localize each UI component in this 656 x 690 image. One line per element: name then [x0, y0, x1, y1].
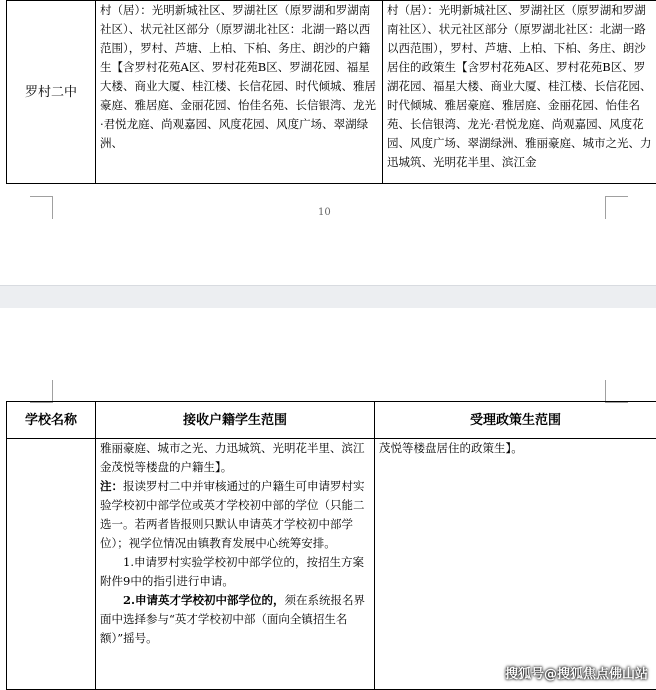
page-number: 10	[318, 207, 331, 218]
enrollment-table-continued	[6, 0, 656, 184]
table-header-row	[7, 402, 656, 439]
note-label: 注：	[100, 479, 123, 493]
item-1: 1.申请罗村实验学校初中部学位的，按招生方案附件9中的指引进行申请。	[100, 553, 370, 591]
margin-mark-bottom-right	[605, 196, 628, 219]
policy-range-cell	[383, 1, 656, 184]
margin-mark-bottom-left	[30, 196, 53, 219]
item-2-text: 须在系统报名界面中选择参与“英才学校初中部（面向全镇招生名额）”摇号。	[100, 593, 365, 645]
header-household-range: 接收户籍学生范围	[96, 402, 375, 439]
margin-mark-top-right	[605, 380, 628, 403]
note-text: 报读罗村二中并审核通过的户籍生可申请罗村实验学校初中部学位或英才学校初中部的学位（只能二选一。若两者皆报则只默认申请英才学校初中部学位）；视学位情况由镇教育发展中心统筹安排。	[100, 479, 365, 550]
table-row	[7, 1, 656, 184]
household-range-cell	[96, 1, 383, 184]
header-policy-range: 受理政策生范围	[375, 402, 656, 439]
item-2	[100, 591, 370, 648]
range-intro: 雅丽豪庭、城市之光、力迅城筑、光明花半里、滨江金茂悦等楼盘的户籍生】。	[100, 439, 370, 477]
policy-range-text: 茂悦等楼盘居住的政策生】。	[379, 439, 652, 458]
school-name: 罗村二中	[11, 83, 91, 102]
page-gap	[0, 285, 656, 309]
document-page-bottom	[0, 308, 656, 688]
document-page-top	[0, 0, 656, 285]
note-paragraph	[100, 477, 370, 553]
watermark-text: 搜狐号@搜狐焦点佛山站	[505, 663, 648, 682]
enrollment-table	[6, 401, 656, 690]
header-school-name: 学校名称	[7, 402, 96, 439]
household-range-cell	[96, 439, 375, 690]
item-2-label: 2.申请英才学校初中部学位的，	[123, 593, 285, 607]
policy-range-cell	[375, 439, 656, 690]
school-name-cell	[7, 1, 96, 184]
household-range-text: 村（居）：光明新城社区、罗湖社区（原罗湖和罗湖南社区）、状元社区部分（原罗湖北社区：北湖一路以西范围），罗村、芦塘、上柏、下柏、务庄、朗沙的户籍生【含罗村花苑A区、罗村花苑B区、罗湖花园、福星大楼、商业大厦、桂江楼、长信花园、时代倾城、雅居豪庭、雅居庭、金丽花园、怡佳名苑、长信银湾、龙光·君悦龙庭、尚观嘉园、风度花园、风度广场、翠湖绿洲、	[100, 1, 378, 183]
margin-mark-top-left	[30, 380, 53, 403]
school-name-cell-empty	[7, 439, 96, 690]
table-row	[7, 439, 656, 690]
policy-range-text: 村（居）：光明新城社区、罗湖社区（原罗湖和罗湖南社区）、状元社区部分（原罗湖北社区：北湖一路以西范围），罗村、芦塘、上柏、下柏、务庄、朗沙居住的政策生【含罗村花苑A区、罗村花苑B区、罗湖花园、福星大楼、商业大厦、桂江楼、长信花园、时代倾城、雅居豪庭、雅居庭、金丽花园、怡佳名苑、长信银湾、龙光·君悦龙庭、尚观嘉园、风度花园、风度广场、翠湖绿洲、雅丽豪庭、城市之光、力迅城筑、光明花半里、滨江金	[387, 1, 652, 183]
